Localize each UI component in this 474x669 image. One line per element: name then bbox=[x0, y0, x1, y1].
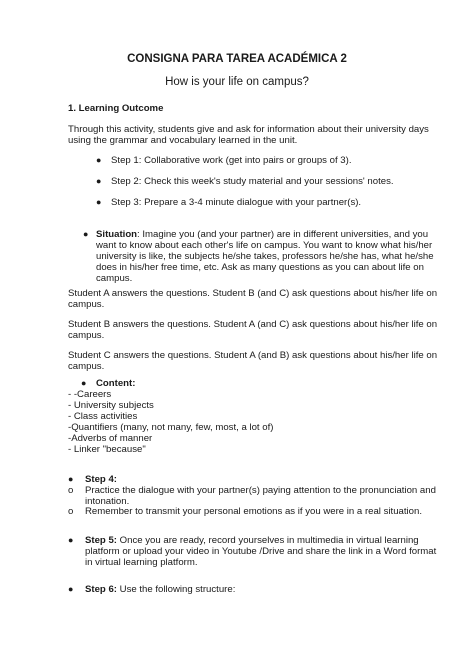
bullet-icon: ● bbox=[68, 474, 74, 484]
bullet-icon: ● bbox=[96, 176, 102, 186]
student-b-line-2: campus. bbox=[68, 330, 105, 341]
step-2-text: Step 2: Check this week's study material and your sessions' notes. bbox=[111, 176, 394, 187]
section-heading-learning-outcome: 1. Learning Outcome bbox=[68, 103, 164, 114]
content-item: - Class activities bbox=[68, 411, 138, 422]
step-5-label: Step 5: bbox=[85, 535, 117, 546]
content-item: -Adverbs of manner bbox=[68, 433, 153, 444]
sub-bullet-marker: o bbox=[68, 485, 74, 496]
step-6-line bbox=[85, 584, 235, 596]
bullet-icon: ● bbox=[96, 155, 102, 165]
student-c-line-1: Student C answers the questions. Student A (and B) ask questions about his/her life on bbox=[68, 350, 438, 361]
step-4-label: Step 4: bbox=[85, 474, 117, 485]
situation-line-5: campus. bbox=[96, 273, 133, 284]
content-item: - Linker "because" bbox=[68, 444, 146, 455]
student-b-line-1: Student B answers the questions. Student A (and C) ask questions about his/her life on bbox=[68, 319, 438, 330]
step-4-item-2-line-1: Remember to transmit your personal emotions as if you were in a real situation. bbox=[85, 506, 422, 517]
bullet-icon: ● bbox=[68, 584, 74, 594]
content-label: Content: bbox=[96, 378, 136, 389]
document-title: CONSIGNA PARA TAREA ACADÉMICA 2 bbox=[127, 53, 347, 65]
content-item: - University subjects bbox=[68, 400, 154, 411]
content-item: -Quantifiers (many, not many, few, most, a lot of) bbox=[68, 422, 274, 433]
step-3-text: Step 3: Prepare a 3-4 minute dialogue with your partner(s). bbox=[111, 197, 362, 208]
situation-text: : Imagine you (and your partner) are in different universities, and you bbox=[137, 229, 429, 240]
intro-line-2: using the grammar and vocabulary learned in the unit. bbox=[68, 135, 298, 146]
step-6-label: Step 6: bbox=[85, 584, 117, 595]
student-a-line-2: campus. bbox=[68, 299, 105, 310]
step-1-text: Step 1: Collaborative work (get into pairs or groups of 3). bbox=[111, 155, 352, 166]
content-item: - -Careers bbox=[68, 389, 112, 400]
bullet-icon: ● bbox=[83, 229, 89, 239]
situation-line-2: want to know about each other's life on campus. You want to know what his/her bbox=[96, 240, 433, 251]
step-5-text: Once you are ready, record yourselves in multimedia in virtual learning bbox=[117, 535, 419, 546]
step-6-text: Use the following structure: bbox=[117, 584, 236, 595]
student-c-line-2: campus. bbox=[68, 361, 105, 372]
bullet-icon: ● bbox=[81, 378, 87, 388]
situation-line-3: university is like, the subjects he/she takes, professors he/she has, what he/she bbox=[96, 251, 434, 262]
bullet-icon: ● bbox=[68, 535, 74, 545]
bullet-icon: ● bbox=[96, 197, 102, 207]
student-a-line-1: Student A answers the questions. Student B (and C) ask questions about his/her life on bbox=[68, 288, 438, 299]
intro-line-1: Through this activity, students give and ask for information about their university days bbox=[68, 124, 429, 135]
step-5-line-2: platform or upload your video in Youtube /Drive and share the link in a Word format bbox=[85, 546, 437, 557]
step-5-line-3: in virtual learning platform. bbox=[85, 557, 198, 568]
sub-bullet-marker: o bbox=[68, 506, 74, 517]
step-4-item-1-line-1: Practice the dialogue with your partner(s) paying attention to the pronunciation and bbox=[85, 485, 436, 496]
document-subtitle: How is your life on campus? bbox=[165, 76, 309, 88]
step-4-item-1-line-2: intonation. bbox=[85, 496, 130, 507]
situation-label: Situation bbox=[96, 229, 138, 240]
situation-line-4: does in his/her free time, etc. Ask as many questions as you can about life on bbox=[96, 262, 424, 273]
